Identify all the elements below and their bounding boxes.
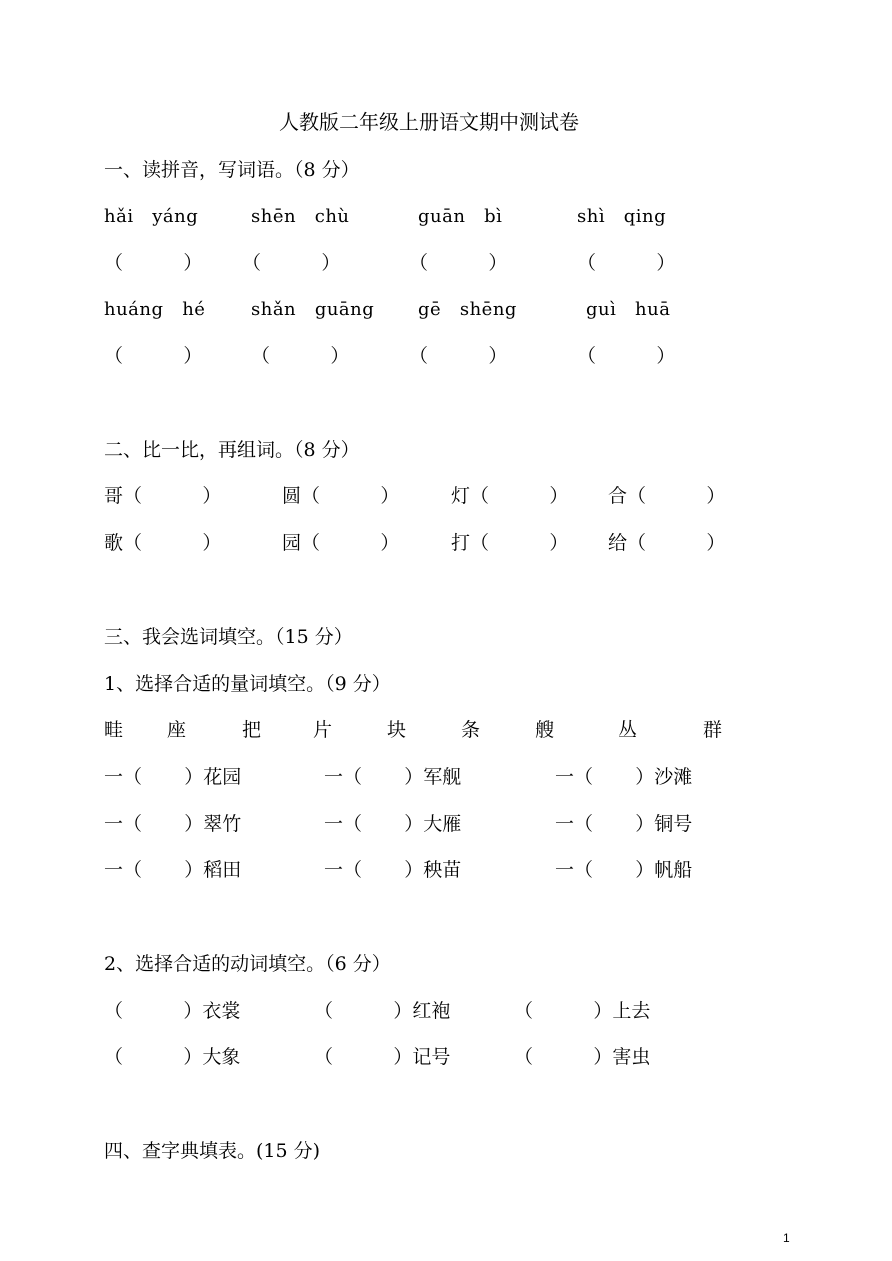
question-2-heading: 2、选择合适的动词填空。（6 分） [104, 953, 391, 975]
verb-fill-item[interactable]: （ ）红袍 [314, 1000, 451, 1022]
pinyin-guanbi: guān bì [418, 206, 503, 227]
measure-fill-item[interactable]: 一（ ）铜号 [555, 813, 693, 835]
pinyin-huanghe: huáng hé [104, 299, 206, 320]
answer-blank[interactable]: （ ） [104, 252, 203, 274]
compare-word-ge[interactable]: 哥（ ） [104, 485, 222, 507]
answer-blank[interactable]: （ ） [577, 345, 676, 367]
measure-word-option: 条 [461, 719, 481, 741]
compare-word-yuan2[interactable]: 园（ ） [282, 532, 400, 554]
measure-word-option: 座 [167, 719, 187, 741]
pinyin-shenchu: shēn chù [251, 206, 350, 227]
measure-word-option: 块 [387, 719, 407, 741]
measure-fill-item[interactable]: 一（ ）秧苗 [324, 859, 462, 881]
page-title: 人教版二年级上册语文期中测试卷 [279, 110, 579, 134]
measure-word-option: 畦 [104, 719, 124, 741]
verb-fill-item[interactable]: （ ）害虫 [514, 1046, 651, 1068]
pinyin-shiqing: shì qing [577, 206, 667, 227]
section-2-heading: 二、比一比，再组词。（8 分） [104, 439, 360, 461]
answer-blank[interactable]: （ ） [251, 345, 350, 367]
section-1-heading: 一、读拼音，写词语。（8 分） [104, 159, 360, 181]
verb-fill-item[interactable]: （ ）上去 [514, 1000, 651, 1022]
compare-word-da[interactable]: 打（ ） [451, 532, 569, 554]
verb-fill-item[interactable]: （ ）大象 [104, 1046, 241, 1068]
pinyin-shanguang: shǎn guāng [251, 299, 375, 320]
compare-word-yuan[interactable]: 圆（ ） [282, 485, 400, 507]
verb-fill-item[interactable]: （ ）衣裳 [104, 1000, 241, 1022]
measure-word-option: 艘 [535, 719, 555, 741]
measure-word-option: 把 [242, 719, 262, 741]
measure-fill-item[interactable]: 一（ ）翠竹 [104, 813, 242, 835]
measure-fill-item[interactable]: 一（ ）军舰 [324, 766, 462, 788]
answer-blank[interactable]: （ ） [409, 345, 508, 367]
compare-word-ge2[interactable]: 歌（ ） [104, 532, 222, 554]
section-3-heading: 三、我会选词填空。（15 分） [104, 626, 353, 648]
measure-word-option: 丛 [618, 719, 638, 741]
pinyin-guihua: guì huā [586, 299, 671, 320]
measure-fill-item[interactable]: 一（ ）花园 [104, 766, 242, 788]
measure-word-option: 片 [313, 719, 333, 741]
measure-fill-item[interactable]: 一（ ）沙滩 [555, 766, 693, 788]
section-4-heading: 四、查字典填表。(15 分) [104, 1140, 321, 1162]
answer-blank[interactable]: （ ） [577, 252, 676, 274]
answer-blank[interactable]: （ ） [104, 345, 203, 367]
question-1-heading: 1、选择合适的量词填空。（9 分） [104, 673, 391, 695]
pinyin-gesheng: gē shēng [418, 299, 517, 320]
compare-word-gei[interactable]: 给（ ） [608, 532, 726, 554]
page-number: 1 [783, 1231, 790, 1245]
pinyin-haiyang: hǎi yáng [104, 206, 199, 227]
measure-fill-item[interactable]: 一（ ）大雁 [324, 813, 462, 835]
compare-word-deng[interactable]: 灯（ ） [451, 485, 569, 507]
answer-blank[interactable]: （ ） [409, 252, 508, 274]
measure-fill-item[interactable]: 一（ ）稻田 [104, 859, 242, 881]
measure-word-option: 群 [703, 719, 723, 741]
answer-blank[interactable]: （ ） [242, 252, 341, 274]
measure-fill-item[interactable]: 一（ ）帆船 [555, 859, 693, 881]
compare-word-he[interactable]: 合（ ） [608, 485, 726, 507]
verb-fill-item[interactable]: （ ）记号 [314, 1046, 451, 1068]
